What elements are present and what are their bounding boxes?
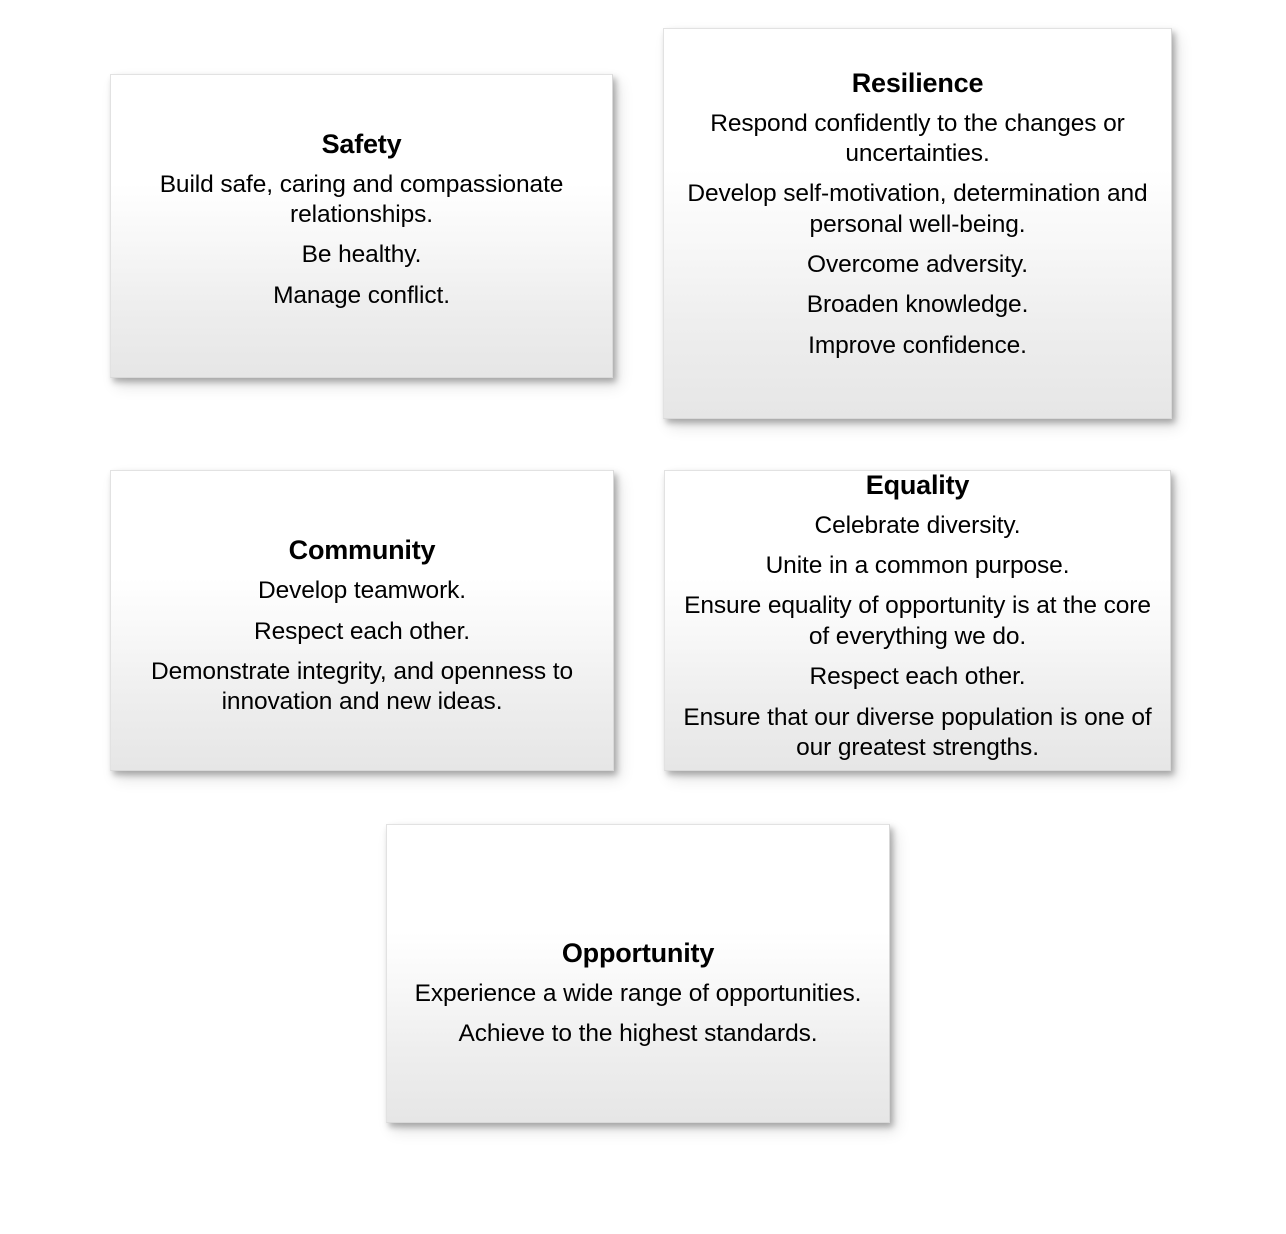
- card-content-opportunity: [395, 938, 881, 1050]
- card-line: Develop self-motivation, determination and personal well-being.: [687, 180, 1148, 238]
- card-line: Experience a wide range of opportunities.: [414, 979, 862, 1007]
- card-line: Improve confidence.: [808, 331, 1027, 359]
- card-line: Build safe, caring and compassionate relationships.: [159, 170, 564, 229]
- card-line: Unite in a common purpose.: [765, 552, 1070, 579]
- card-line: Ensure equality of opportunity is at the core of everything we do.: [684, 592, 1151, 650]
- card-content-community: [119, 535, 605, 717]
- value-card-safety[interactable]: [110, 74, 613, 378]
- card-line: Respect each other.: [809, 663, 1026, 691]
- card-line: Celebrate diversity.: [814, 511, 1021, 539]
- card-line: Respond confidently to the changes or uncertainties.: [710, 109, 1125, 167]
- card-line: Be healthy.: [301, 241, 422, 269]
- value-card-community[interactable]: [110, 470, 614, 771]
- value-card-opportunity[interactable]: [386, 824, 890, 1123]
- card-title-equality: Equality: [865, 469, 970, 500]
- card-content-resilience: [672, 68, 1163, 361]
- card-line: Overcome adversity.: [807, 251, 1028, 279]
- card-title-community: Community: [288, 535, 436, 566]
- card-line: Develop teamwork.: [258, 577, 466, 605]
- card-line: Demonstrate integrity, and openness to innovation and new ideas.: [150, 657, 574, 716]
- value-card-resilience[interactable]: [663, 28, 1172, 419]
- card-content-equality: [673, 470, 1162, 763]
- card-title-safety: Safety: [321, 128, 402, 159]
- value-card-equality[interactable]: [664, 470, 1171, 771]
- card-line: Broaden knowledge.: [806, 291, 1029, 319]
- card-line: Ensure that our diverse population is one of our greatest strengths.: [683, 703, 1152, 761]
- card-title-opportunity: Opportunity: [561, 937, 715, 968]
- card-title-resilience: Resilience: [851, 67, 984, 98]
- card-content-safety: [119, 129, 604, 311]
- card-line: Respect each other.: [253, 617, 471, 645]
- card-line: Achieve to the highest standards.: [458, 1019, 818, 1047]
- card-line: Manage conflict.: [273, 281, 450, 309]
